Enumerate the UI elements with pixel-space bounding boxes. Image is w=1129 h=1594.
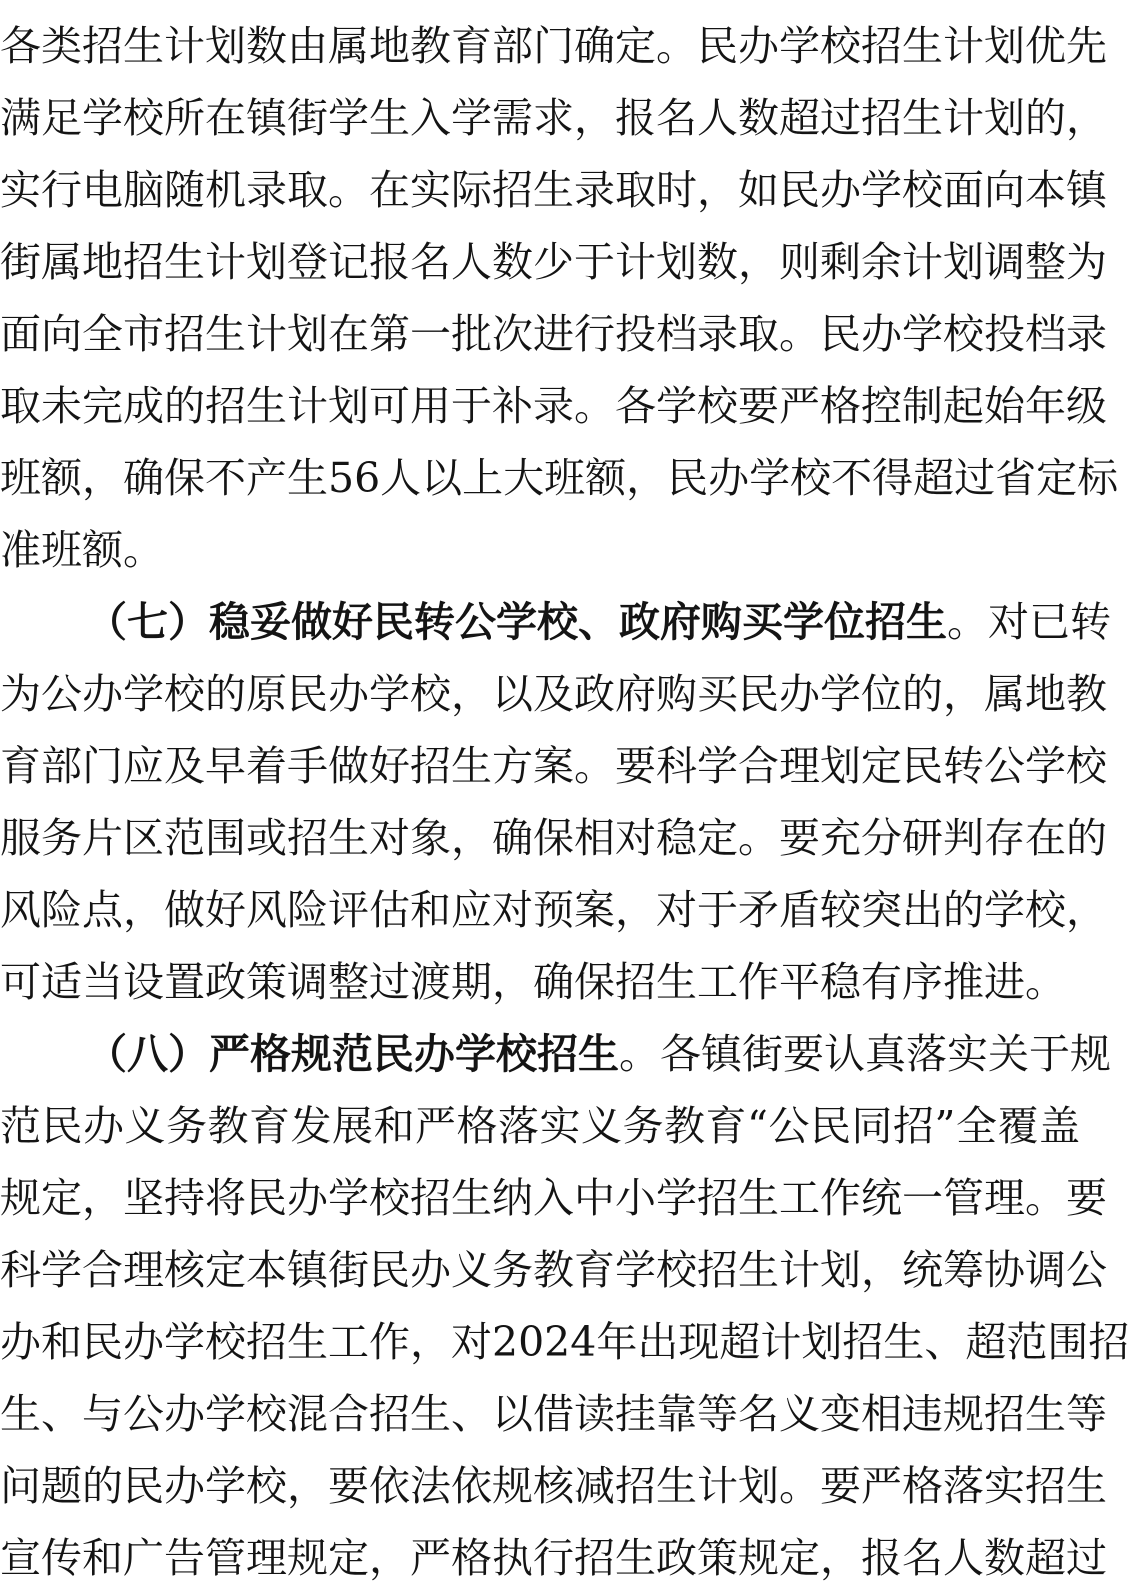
text-line: 范民办义务教育发展和严格落实义务教育“公民同招”全覆盖 — [0, 1102, 1080, 1150]
text-line: 办和民办学校招生工作，对2024年出现超计划招生、超范围招 — [0, 1318, 1129, 1366]
paragraph-first-line — [0, 586, 1111, 658]
text-line: 规定，坚持将民办学校招生纳入中小学招生工作统一管理。要 — [0, 1174, 1107, 1222]
text-line: 生、与公办学校混合招生、以借读挂靠等名义变相违规招生等 — [0, 1390, 1107, 1438]
text-line: 街属地招生计划登记报名人数少于计划数，则剩余计划调整为 — [0, 238, 1107, 286]
text-line: 班额，确保不产生56人以上大班额，民办学校不得超过省定标 — [0, 454, 1119, 502]
text-line: 育部门应及早着手做好招生方案。要科学合理划定民转公学校 — [0, 742, 1107, 790]
paragraph-first-line — [0, 1018, 1111, 1090]
text-line: 面向全市招生计划在第一批次进行投档录取。民办学校投档录 — [0, 310, 1107, 358]
text-line: 问题的民办学校，要依法依规核减招生计划。要严格落实招生 — [0, 1462, 1107, 1510]
text-line: 服务片区范围或招生对象，确保相对稳定。要充分研判存在的 — [0, 814, 1107, 862]
text-line: 各类招生计划数由属地教育部门确定。民办学校招生计划优先 — [0, 22, 1107, 70]
text-run: 。对已转 — [947, 598, 1111, 646]
text-line: 取未完成的招生计划可用于补录。各学校要严格控制起始年级 — [0, 382, 1107, 430]
text-line: 满足学校所在镇街学生入学需求，报名人数超过招生计划的， — [0, 94, 1107, 142]
text-line: 风险点，做好风险评估和应对预案，对于矛盾较突出的学校， — [0, 886, 1107, 934]
text-line: 准班额。 — [0, 526, 164, 574]
text-line: 为公办学校的原民办学校，以及政府购买民办学位的，属地教 — [0, 670, 1107, 718]
text-line: 宣传和广告管理规定，严格执行招生政策规定，报名人数超过 — [0, 1534, 1107, 1582]
text-line: 可适当设置政策调整过渡期，确保招生工作平稳有序推进。 — [0, 958, 1066, 1006]
section-heading: （八）严格规范民办学校招生 — [86, 1030, 619, 1078]
text-line: 科学合理核定本镇街民办义务教育学校招生计划，统筹协调公 — [0, 1246, 1107, 1294]
text-line: 实行电脑随机录取。在实际招生录取时，如民办学校面向本镇 — [0, 166, 1107, 214]
text-run: 。各镇街要认真落实关于规 — [619, 1030, 1111, 1078]
section-heading: （七）稳妥做好民转公学校、政府购买学位招生 — [86, 598, 947, 646]
